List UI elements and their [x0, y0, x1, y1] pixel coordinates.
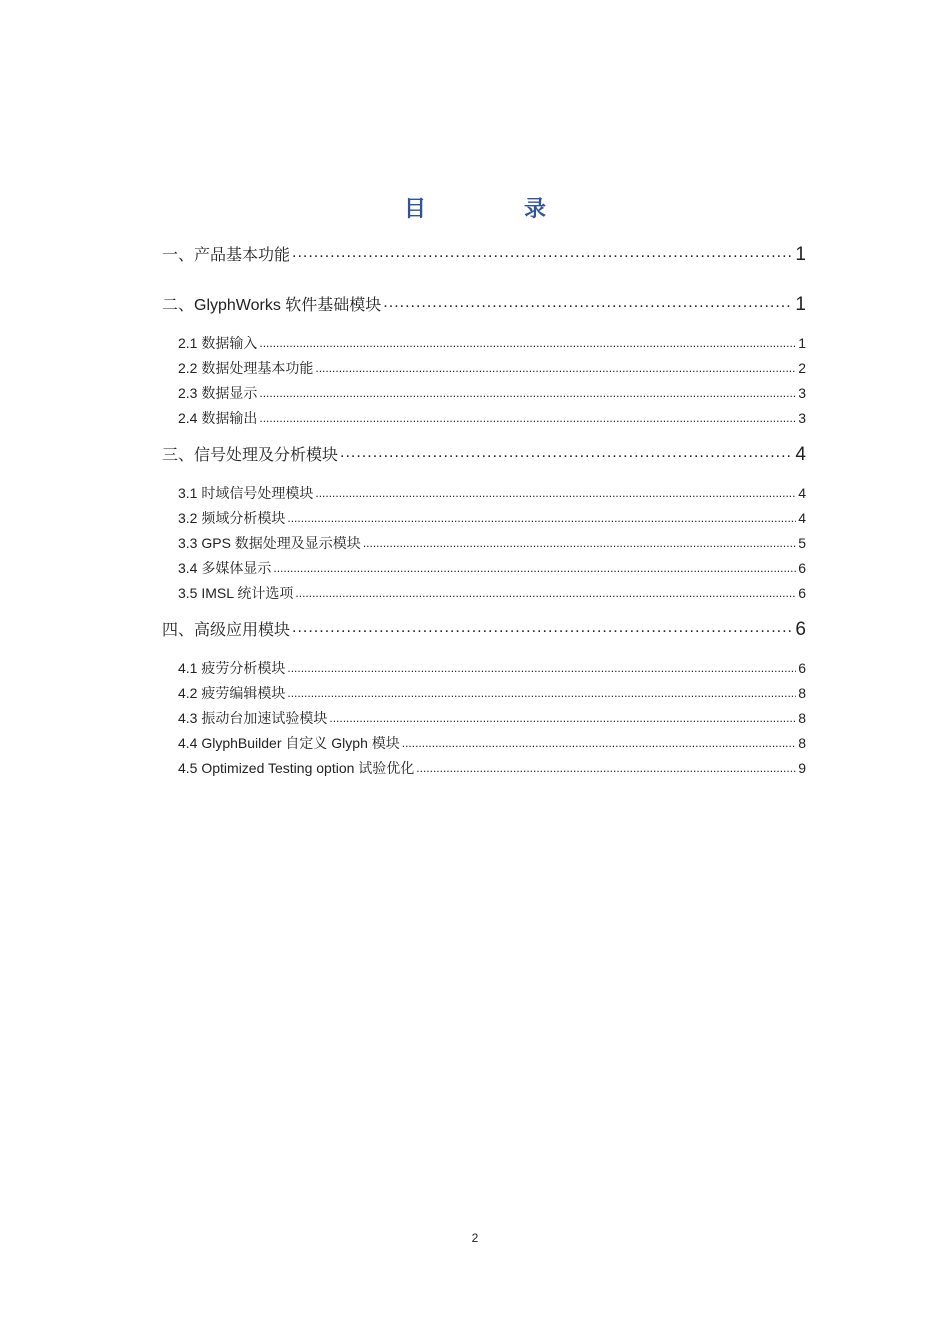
- toc-entry[interactable]: [178, 358, 806, 378]
- toc-leader-dots: [259, 384, 796, 398]
- toc-entry[interactable]: [178, 708, 806, 728]
- toc-entry-page: 3: [798, 410, 806, 426]
- toc-entry-label: 四、高级应用模块: [162, 622, 291, 639]
- toc-entry-label: 3.1 时域信号处理模块: [178, 485, 314, 501]
- toc-entry[interactable]: [178, 733, 806, 753]
- toc-entry-page: 6: [798, 660, 806, 676]
- toc-entry-page: 6: [798, 585, 806, 601]
- toc-leader-dots: [363, 534, 796, 548]
- toc-entry-page: 8: [798, 710, 806, 726]
- page-number: 2: [471, 1231, 479, 1245]
- toc-entry[interactable]: [178, 658, 806, 678]
- toc-entry-label: 4.3 振动台加速试验模块: [178, 710, 328, 726]
- toc-entry[interactable]: [178, 483, 806, 503]
- toc-entry-label: 3.3 GPS 数据处理及显示模块: [178, 535, 361, 551]
- toc-entry-page: 4: [795, 444, 806, 465]
- toc-leader-dots: [273, 559, 796, 573]
- toc-entry-page: 5: [798, 535, 806, 551]
- toc-leader-dots: [287, 659, 796, 673]
- toc-entry-label: 4.5 Optimized Testing option 试验优化: [178, 760, 415, 776]
- toc-leader-dots: [329, 709, 796, 723]
- toc-entry[interactable]: [178, 533, 806, 553]
- toc-leader-dots: [287, 509, 796, 523]
- toc-entry-page: 6: [798, 560, 806, 576]
- toc-entry[interactable]: [178, 408, 806, 428]
- toc-leader-dots: [402, 734, 796, 748]
- toc-entry-label: 4.2 疲劳编辑模块: [178, 685, 286, 701]
- toc-entry[interactable]: [178, 758, 806, 778]
- toc-leader-dots: [340, 444, 793, 460]
- toc-leader-dots: [292, 244, 793, 260]
- toc-entry-label: 2.1 数据输入: [178, 335, 258, 351]
- toc-entry-label: 4.4 GlyphBuilder 自定义 Glyph 模块: [178, 735, 400, 751]
- toc-entry-label: 3.5 IMSL 统计选项: [178, 585, 294, 601]
- toc-leader-dots: [383, 294, 793, 310]
- toc-entry-label: 2.3 数据显示: [178, 385, 258, 401]
- toc-entry-label: 2.2 数据处理基本功能: [178, 360, 314, 376]
- toc-entry[interactable]: [178, 558, 806, 578]
- toc-entry[interactable]: [162, 617, 806, 641]
- toc-leader-dots: [416, 759, 796, 773]
- toc-entry-page: 1: [795, 244, 806, 265]
- toc-leader-dots: [295, 584, 796, 598]
- toc-entry-label: 二、GlyphWorks 软件基础模块: [162, 297, 382, 314]
- toc-entry-page: 8: [798, 735, 806, 751]
- toc-entry-label: 3.4 多媒体显示: [178, 560, 272, 576]
- toc-entry[interactable]: [178, 508, 806, 528]
- toc-leader-dots: [259, 334, 796, 348]
- toc-entry-page: 6: [795, 619, 806, 640]
- toc-entry-label: 2.4 数据输出: [178, 410, 258, 426]
- toc-entry-page: 3: [798, 385, 806, 401]
- toc-entry[interactable]: [178, 583, 806, 603]
- toc-leader-dots: [259, 409, 796, 423]
- toc-entry-page: 1: [795, 294, 806, 315]
- toc-entry-page: 8: [798, 685, 806, 701]
- toc-entry-page: 4: [798, 485, 806, 501]
- toc-leader-dots: [315, 484, 796, 498]
- toc-leader-dots: [315, 359, 796, 373]
- toc-leader-dots: [292, 619, 793, 635]
- toc-entry[interactable]: [162, 442, 806, 466]
- toc-entry-page: 2: [798, 360, 806, 376]
- toc-entry-page: 1: [798, 335, 806, 351]
- toc-entry-label: 3.2 频域分析模块: [178, 510, 286, 526]
- toc-entry[interactable]: [162, 292, 806, 316]
- toc-title: 目 录: [403, 197, 584, 222]
- toc-entry-label: 三、信号处理及分析模块: [162, 447, 339, 464]
- toc-entry-label: 一、产品基本功能: [162, 247, 291, 264]
- toc-entry-label: 4.1 疲劳分析模块: [178, 660, 286, 676]
- toc-entry-page: 4: [798, 510, 806, 526]
- toc-entry[interactable]: [162, 242, 806, 266]
- toc-entry[interactable]: [178, 333, 806, 353]
- toc-entry[interactable]: [178, 683, 806, 703]
- toc-entry[interactable]: [178, 383, 806, 403]
- toc-leader-dots: [287, 684, 796, 698]
- toc-entry-page: 9: [798, 760, 806, 776]
